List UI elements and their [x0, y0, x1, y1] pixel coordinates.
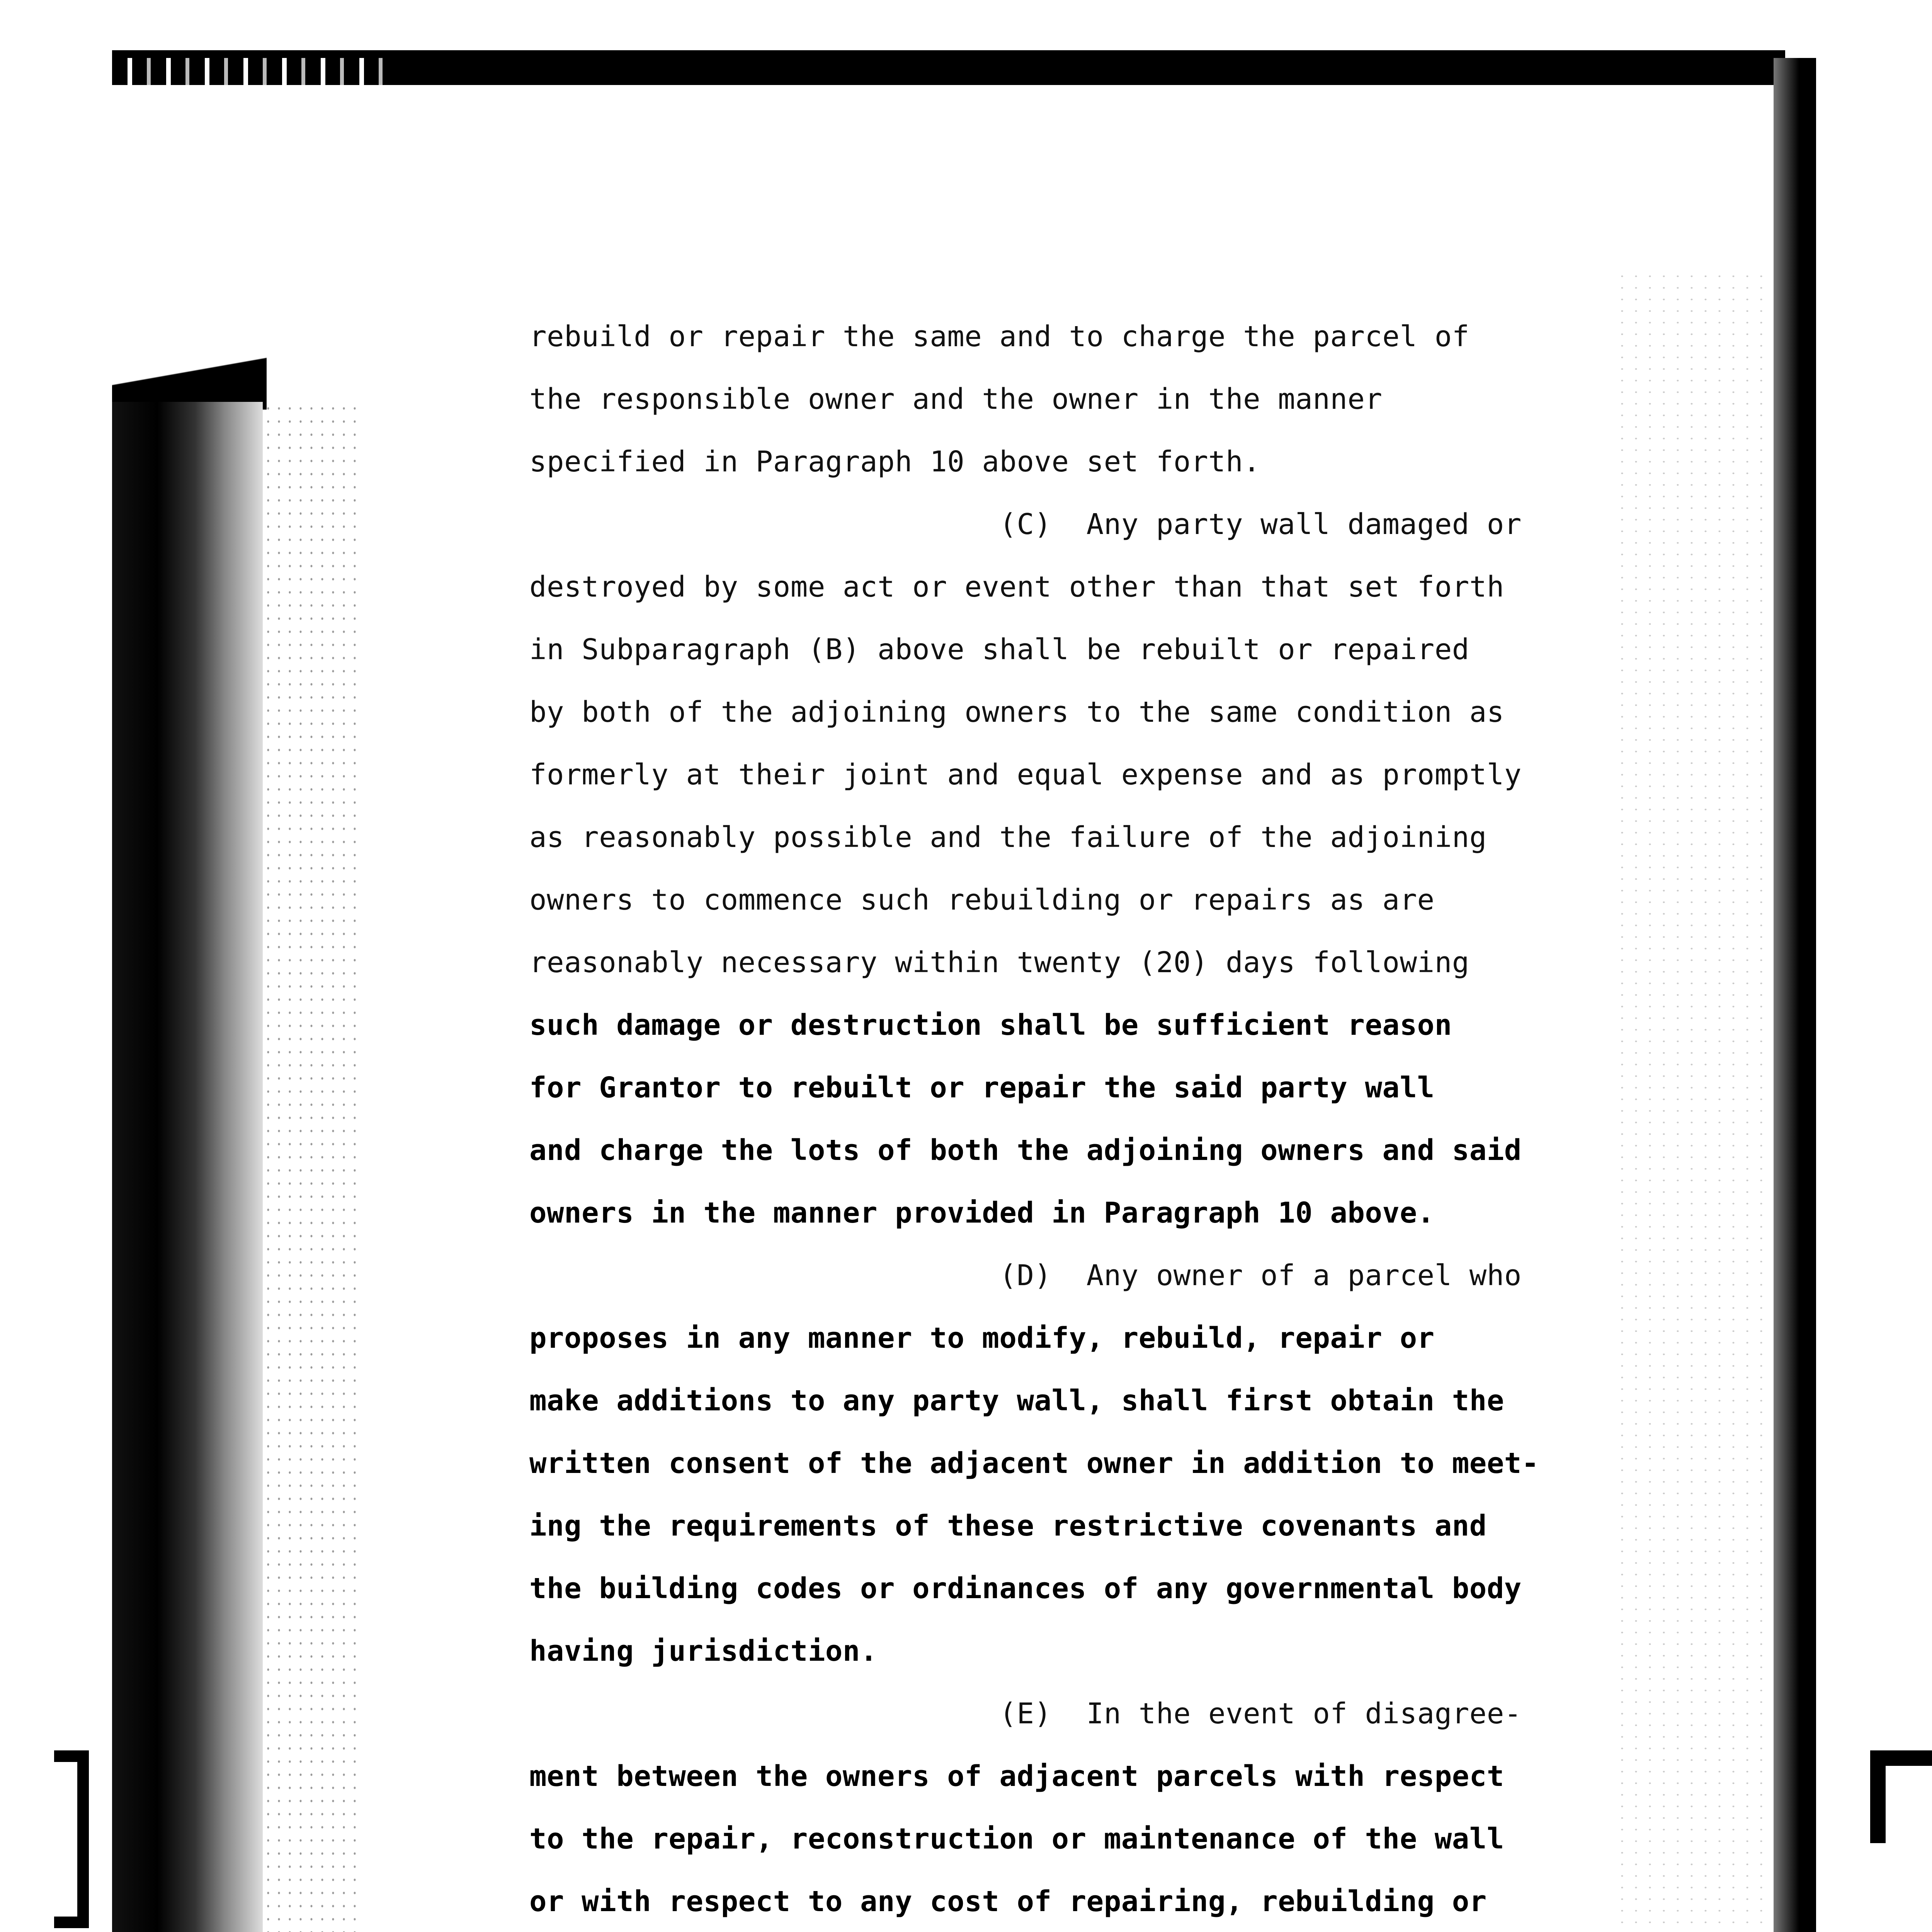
text-line: written consent of the adjacent owner in addition to meet- [529, 1447, 1539, 1480]
scan-right-speckle [1615, 270, 1774, 1932]
scan-left-speckle [263, 402, 363, 1932]
text-line: as reasonably possible and the failure of the adjoining [529, 821, 1487, 854]
text-line: (E) In the event of disagree- [529, 1697, 1522, 1730]
text-line: the responsible owner and the owner in the manner [529, 383, 1383, 416]
text-line: make additions to any party wall, shall first obtain the [529, 1384, 1504, 1417]
text-line: to the repair, reconstruction or maintenance of the wall [529, 1822, 1504, 1855]
text-line: and charge the lots of both the adjoining owners and said [529, 1134, 1522, 1167]
text-line: proposes in any manner to modify, rebuild, repair or [529, 1321, 1435, 1355]
text-line: for Grantor to rebuilt or repair the said party wall [529, 1071, 1435, 1104]
text-line: such damage or destruction shall be sufficient reason [529, 1009, 1452, 1042]
text-line: having jurisdiction. [529, 1634, 878, 1668]
scan-left-shadow [112, 402, 263, 1932]
scan-top-noise [112, 58, 390, 85]
document-body [529, 305, 1638, 1932]
text-line: owners to commence such rebuilding or repairs as are [529, 883, 1435, 917]
text-line: (C) Any party wall damaged or [529, 508, 1522, 541]
text-line: ing the requirements of these restrictive covenants and [529, 1509, 1487, 1543]
text-line: in Subparagraph (B) above shall be rebuilt or repaired [529, 633, 1469, 666]
binder-clip-left [54, 1750, 89, 1928]
scan-right-shadow [1774, 58, 1816, 1932]
text-line: reasonably necessary within twenty (20) days following [529, 946, 1469, 979]
binder-clip-right [1870, 1750, 1932, 1843]
text-line: by both of the adjoining owners to the same condition as [529, 696, 1504, 729]
scan-left-wedge [112, 332, 267, 410]
text-line: ment between the owners of adjacent parcels with respect [529, 1760, 1504, 1793]
text-line: owners in the manner provided in Paragraph 10 above. [529, 1196, 1435, 1230]
text-line: the building codes or ordinances of any governmental body [529, 1572, 1522, 1605]
text-line: (D) Any owner of a parcel who [529, 1259, 1522, 1292]
text-line: rebuild or repair the same and to charge the parcel of [529, 320, 1469, 353]
text-line: destroyed by some act or event other than that set forth [529, 570, 1504, 604]
text-line: formerly at their joint and equal expense and as promptly [529, 758, 1522, 791]
text-line: or with respect to any cost of repairing, rebuilding or [529, 1885, 1487, 1918]
text-line: specified in Paragraph 10 above set forth. [529, 445, 1261, 478]
